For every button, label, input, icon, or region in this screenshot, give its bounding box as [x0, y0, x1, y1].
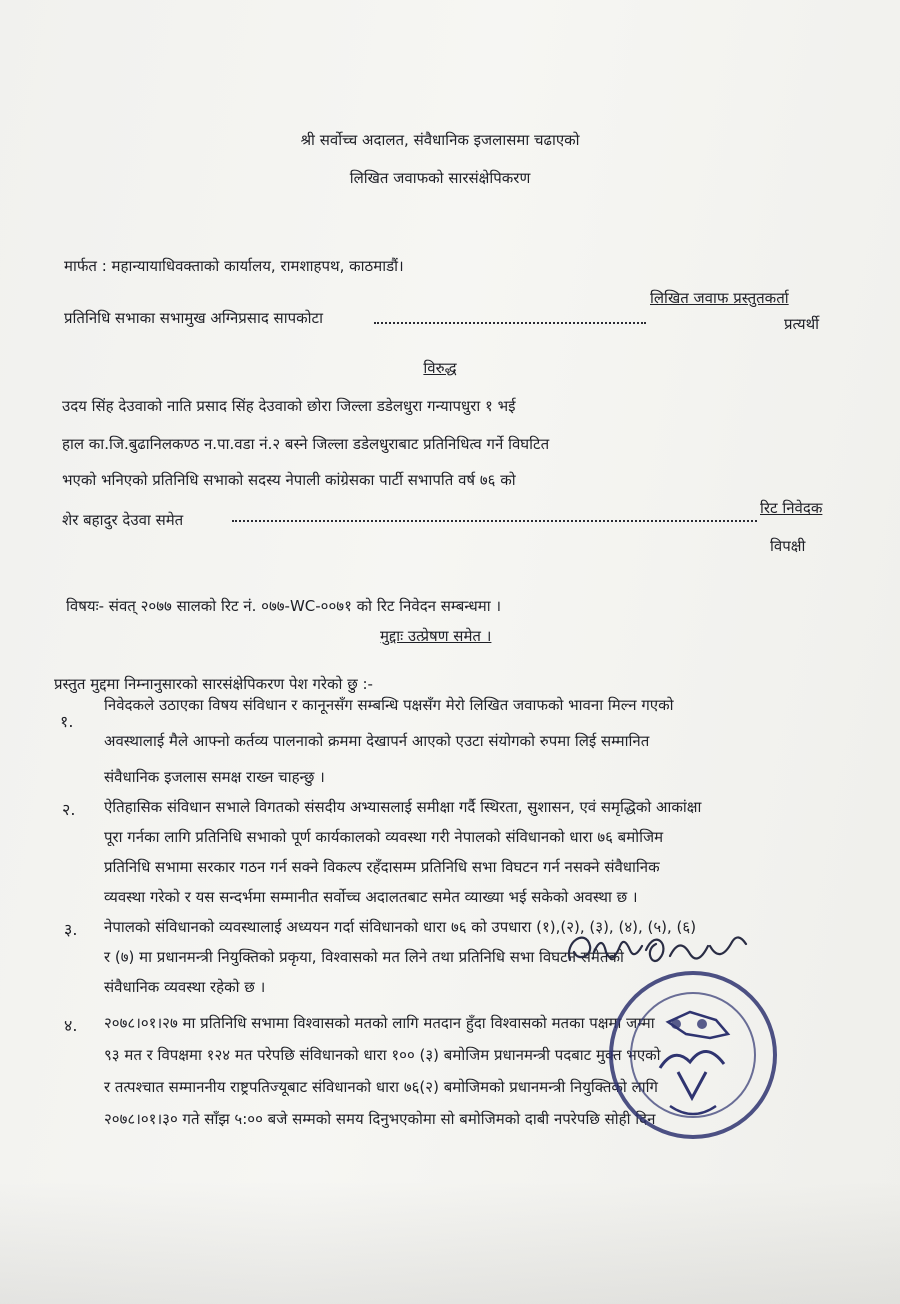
paragraph-line: र तत्पश्चात सम्माननीय राष्ट्रपतिज्यूबाट संविधानको धारा ७६(२) बमोजिमको प्रधानमन्त्री नियुक्तिको लागि — [104, 1078, 658, 1096]
petitioner-role-sub: विपक्षी — [770, 537, 806, 555]
paragraph-number: ३. — [64, 920, 78, 939]
paragraph-line: २०७८।०१।३० गते साँझ ५:०० बजे सम्मको समय दिनुभएकोमा सो बमोजिमको दाबी नपरेपछि सोही दिन — [104, 1110, 656, 1128]
paragraph-body — [104, 690, 894, 792]
paragraph-line: निवेदकले उठाएका विषय संविधान र कानूनसँग सम्बन्धि पक्षसँग मेरो लिखित जवाफको भावना मिल्न गएको — [104, 696, 674, 714]
paragraph-line: अवस्थालाई मैले आफ्नो कर्तव्य पालनाको क्रममा देखापर्न आएको एउटा संयोगको रुपमा लिई सम्मानित — [104, 732, 650, 750]
petitioner-role: रिट निवेदक — [760, 499, 823, 517]
dotted-leader — [374, 322, 646, 324]
paragraph-line: ९३ मत र विपक्षमा १२४ मत परेपछि संविधानको धारा १०० (३) बमोजिम प्रधानमन्त्री पदबाट मुक्त भएको — [104, 1046, 661, 1064]
photo-shadow — [0, 1180, 900, 1304]
dotted-leader — [232, 520, 757, 522]
paragraph-number: २. — [62, 800, 76, 819]
intro-line: प्रस्तुत मुद्दमा निम्नानुसारको सारसंक्षेपिकरण पेश गरेको छु :- — [54, 675, 373, 693]
official-seal — [598, 960, 788, 1150]
issue-line: मुद्दाः उत्प्रेषण समेत । — [380, 627, 492, 645]
paragraph-line: नेपालको संविधानको व्यवस्थालाई अध्ययन गर्दा संविधानको धारा ७६ को उपधारा (१),(२), (३), (४), (५), (६) — [104, 918, 697, 936]
paragraph-line: ऐतिहासिक संविधान सभाले विगतको संसदीय अभ्यासलाई समीक्षा गर्दै स्थिरता, सुशासन, एवं समृद्धिको आकांक्षा — [104, 798, 702, 816]
paragraph-line: पूरा गर्नका लागि प्रतिनिधि सभाको पूर्ण कार्यकालको व्यवस्था गरी नेपालको संविधानको धारा ७६ बमोजिम — [104, 828, 664, 846]
petitioner-line: शेर बहादुर देउवा समेत — [62, 511, 184, 529]
petitioner-line: भएको भनिएको प्रतिनिधि सभाको सदस्य नेपाली कांग्रेसका पार्टी सभापति वर्ष ७६ को — [62, 471, 516, 489]
paragraph-body — [104, 792, 894, 912]
through-line: मार्फत : महान्यायाधिवक्ताको कार्यालय, रामशाहपथ, काठमाडौं। — [64, 257, 404, 275]
paragraph-line: संवैधानिक व्यवस्था रहेको छ । — [104, 978, 266, 996]
paragraph-line: २०७८।०१।२७ मा प्रतिनिधि सभामा विश्वासको मतको लागि मतदान हुँदा विश्वासको मतका पक्षमा जम्मा — [104, 1014, 655, 1032]
respondent-role-sub: प्रत्यर्थी — [784, 315, 820, 333]
paragraph-line: संवैधानिक इजलास समक्ष राख्न चाहन्छु । — [104, 768, 325, 786]
document-subtitle: लिखित जवाफको सारसंक्षेपिकरण — [349, 169, 531, 187]
paragraph-line: र (७) मा प्रधानमन्त्री नियुक्तिको प्रकृया, विश्वासको मत लिने तथा प्रतिनिधि सभा विघटन समेतको — [104, 948, 624, 966]
paragraph-number: १. — [60, 712, 74, 731]
respondent-role: लिखित जवाफ प्रस्तुतकर्ता — [650, 289, 789, 307]
versus-heading: विरुद्ध — [423, 359, 457, 377]
respondent-name: प्रतिनिधि सभाका सभामुख अग्निप्रसाद सापकोटा — [64, 309, 323, 327]
paragraph-line: व्यवस्था गरेको र यस सन्दर्भमा सम्मानीत सर्वोच्च अदालतबाट समेत व्याख्या भई सकेको अवस्था छ । — [104, 888, 638, 906]
paragraph-line: प्रतिनिधि सभामा सरकार गठन गर्न सक्ने विकल्प रहँदासम्म प्रतिनिधि सभा विघटन गर्न नसक्ने संवैधानिक — [104, 858, 660, 876]
petitioner-line: उदय सिंह देउवाको नाति प्रसाद सिंह देउवाको छोरा जिल्ला डडेलधुरा गन्यापधुरा १ भई — [62, 397, 516, 415]
document-title: श्री सर्वोच्च अदालत, संवैधानिक इजलासमा चढाएको — [300, 131, 580, 149]
subject-line: विषयः- संवत् २०७७ सालको रिट नं. ०७७-WC-००७१ को रिट निवेदन सम्बन्धमा । — [66, 597, 502, 615]
petitioner-line: हाल का.जि.बुढानिलकण्ठ न.पा.वडा नं.२ बस्ने जिल्ला डडेलधुराबाट प्रतिनिधित्व गर्ने विघटित — [62, 435, 550, 453]
paragraph-number: ४. — [64, 1016, 78, 1035]
